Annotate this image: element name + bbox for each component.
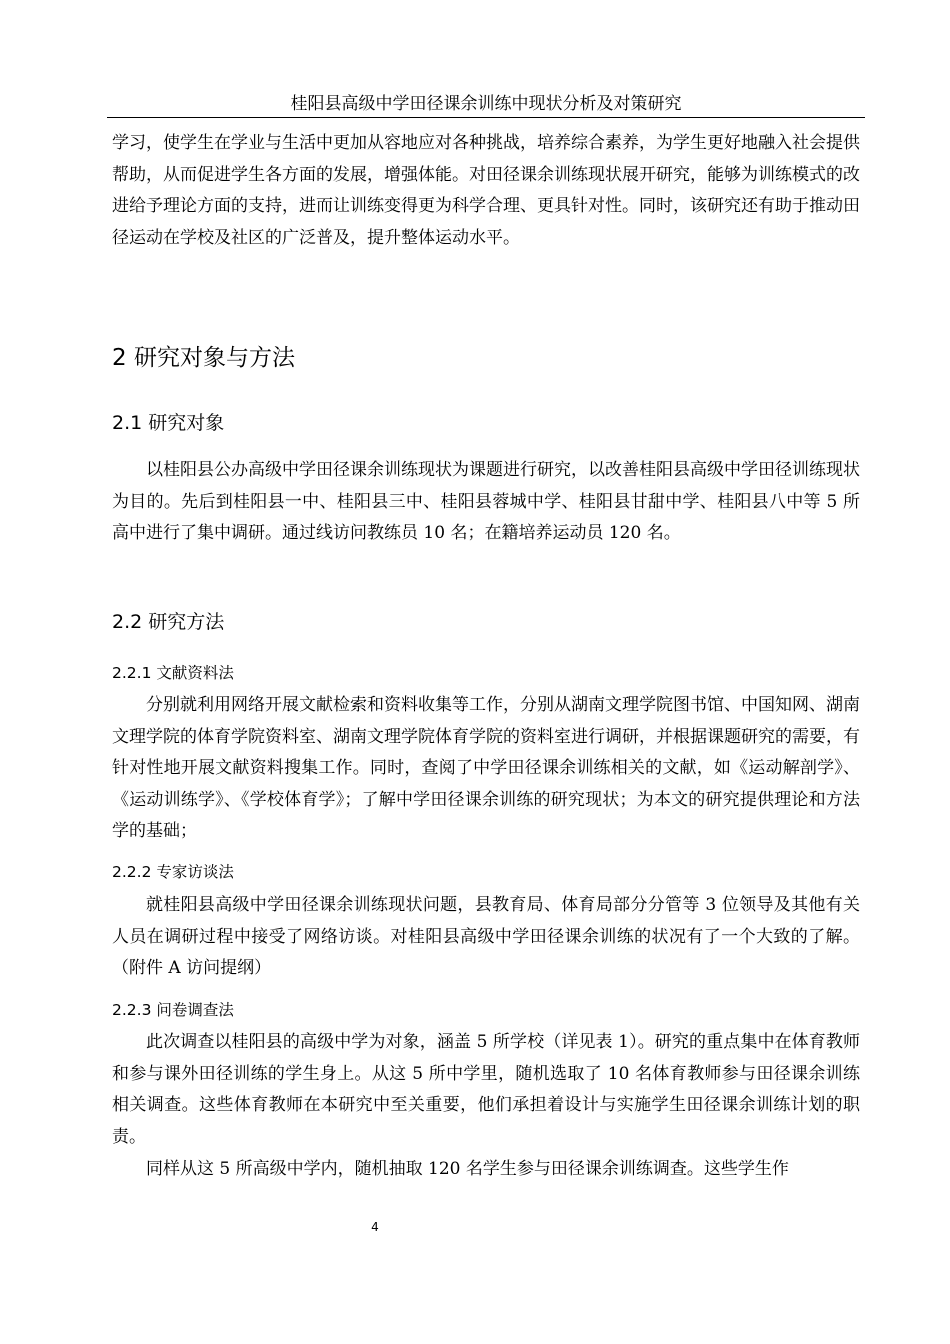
running-header: 桂阳县高级中学田径课余训练中现状分析及对策研究 (290, 94, 682, 114)
section-heading-2-2: 2.2 研究方法 (112, 611, 225, 633)
paragraph-research-subject: 以桂阳县公办高级中学田径课余训练现状为课题进行研究，以改善桂阳县高级中学田径训练现状为目的。先后到桂阳县一中、桂阳县三中、桂阳县蓉城中学、桂阳县甘甜中学、桂阳县八中等 5 所高中进行了集中调研。通过线访问教练员 10 名；在籍培养运动员 120 名。 (112, 460, 860, 543)
paragraph-interview-method: 就桂阳县高级中学田径课余训练现状问题，县教育局、体育局部分分管等 3 位领导及其他有关人员在调研过程中接受了网络访谈。对桂阳县高级中学田径课余训练的状况有了一个大致的了解。（附件 A 访问提纲） (112, 895, 860, 978)
section-heading-2-2-1: 2.2.1 文献资料法 (112, 664, 234, 682)
paragraph-literature-method: 分别就利用网络开展文献检索和资料收集等工作，分别从湖南文理学院图书馆、中国知网、湖南文理学院的体育学院资料室、湖南文理学院体育学院的资料室进行调研，并根据课题研究的需要，有针对性地开展文献资料搜集工作。同时，查阅了中学田径课余训练相关的文献，如《运动解剖学》、《运动训练学》、《学校体育学》；了解中学田径课余训练的研究现状；为本文的研究提供理论和方法学的基础； (112, 695, 860, 841)
header-rule (107, 117, 865, 118)
section-heading-2-2-3: 2.2.3 问卷调查法 (112, 1001, 234, 1019)
paragraph-intro-continuation: 学习，使学生在学业与生活中更加从容地应对各种挑战，培养综合素养，为学生更好地融入社会提供帮助，从而促进学生各方面的发展，增强体能。对田径课余训练现状展开研究，能够为训练模式的改进给予理论方面的支持，进而让训练变得更为科学合理、更具针对性。同时，该研究还有助于推动田径运动在学校及社区的广泛普及，提升整体运动水平。 (112, 133, 860, 248)
section-heading-2-1: 2.1 研究对象 (112, 412, 225, 434)
section-heading-2: 2 研究对象与方法 (112, 345, 295, 371)
paragraph-questionnaire-method-1: 此次调查以桂阳县的高级中学为对象，涵盖 5 所学校（详见表 1）。研究的重点集中在体育教师和参与课外田径训练的学生身上。从这 5 所中学里，随机选取了 10 名体育教师参与田径课余训练相关调查。这些体育教师在本研究中至关重要，他们承担着设计与实施学生田径课余训练计划的职责。 (112, 1032, 860, 1147)
paragraph-questionnaire-method-2: 同样从这 5 所高级中学内，随机抽取 120 名学生参与田径课余训练调查。这些学生作 (146, 1159, 789, 1179)
page-number: 4 (371, 1220, 379, 1234)
section-heading-2-2-2: 2.2.2 专家访谈法 (112, 863, 234, 881)
